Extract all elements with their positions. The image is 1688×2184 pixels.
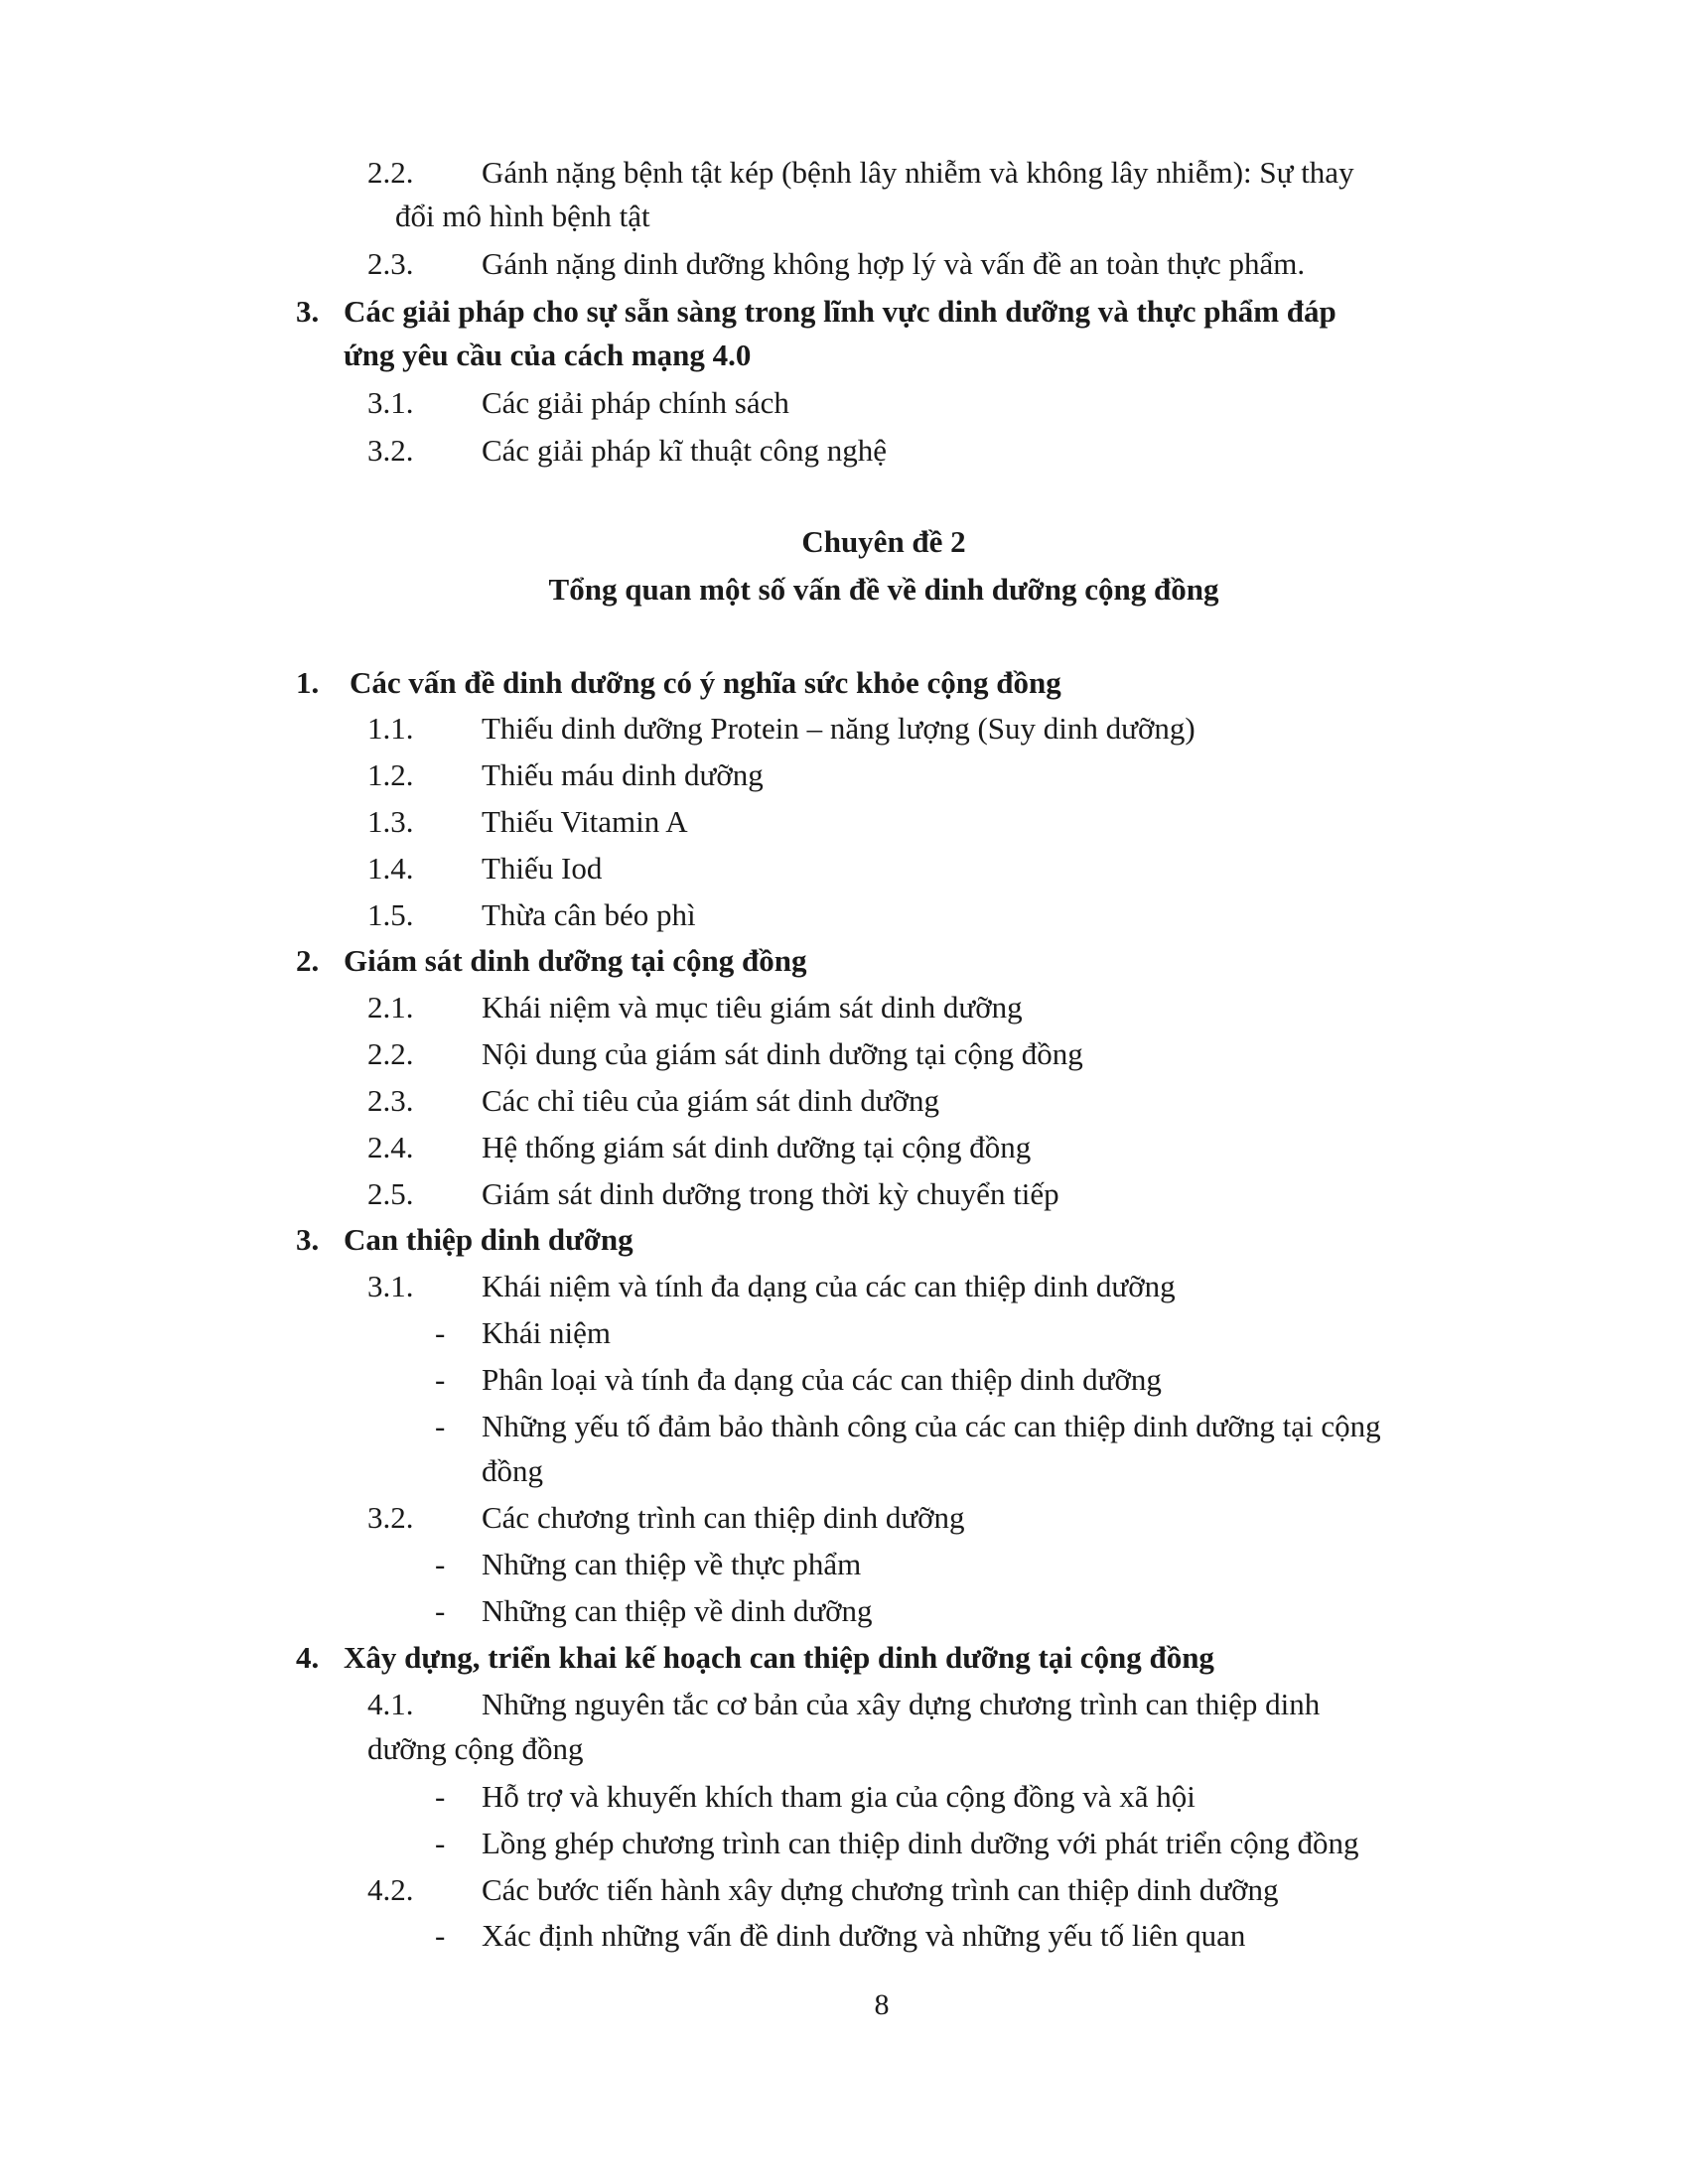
topic-title: Tổng quan một số vấn đề về dinh dưỡng cộng đồng — [548, 572, 1219, 607]
bullet-text: Hỗ trợ và khuyến khích tham gia của cộng đồng và xã hội — [482, 1779, 1196, 1814]
item-text: Các chỉ tiêu của giám sát dinh dưỡng — [482, 1083, 940, 1118]
item-number: 1.2. — [367, 757, 414, 792]
bullet-dash: - — [435, 1409, 446, 1443]
bullet-dash: - — [435, 1315, 446, 1350]
item-text: Thiếu máu dinh dưỡng — [482, 757, 764, 792]
item-text: Hệ thống giám sát dinh dưỡng tại cộng đồng — [482, 1130, 1032, 1164]
item-number: 3.1. — [367, 385, 414, 420]
section-text: Các giải pháp cho sự sẵn sàng trong lĩnh vực dinh dưỡng và thực phẩm đáp — [344, 294, 1336, 329]
section-text: Xây dựng, triển khai kế hoạch can thiệp dinh dưỡng tại cộng đồng — [344, 1640, 1214, 1675]
bullet-dash: - — [435, 1362, 446, 1397]
item-number: 1.1. — [367, 711, 414, 746]
section-number: 3. — [296, 1222, 320, 1257]
item-text: Nội dung của giám sát dinh dưỡng tại cộng đồng — [482, 1036, 1083, 1071]
bullet-dash: - — [435, 1918, 446, 1953]
bullet-dash: - — [435, 1547, 446, 1581]
page-number: 8 — [874, 1988, 890, 2021]
section-text: Can thiệp dinh dưỡng — [344, 1222, 633, 1257]
item-text: Thiếu Iod — [482, 851, 603, 886]
item-text: Các giải pháp kĩ thuật công nghệ — [482, 433, 888, 468]
item-text: Khái niệm và tính đa dạng của các can thiệp dinh dưỡng — [482, 1269, 1176, 1303]
item-number: 2.4. — [367, 1130, 414, 1164]
item-number: 2.1. — [367, 990, 414, 1024]
item-text: Gánh nặng bệnh tật kép (bệnh lây nhiễm và không lây nhiễm): Sự thay — [482, 155, 1354, 190]
section-number: 1. — [296, 665, 320, 700]
topic-heading: Chuyên đề 2 — [801, 524, 966, 559]
item-text: Thiếu Vitamin A — [482, 804, 688, 839]
item-number: 4.1. — [367, 1687, 414, 1721]
item-number: 1.3. — [367, 804, 414, 839]
item-text: Thiếu dinh dưỡng Protein – năng lượng (Suy dinh dưỡng) — [482, 711, 1196, 746]
item-number: 2.2. — [367, 1036, 414, 1071]
item-text: Các giải pháp chính sách — [482, 385, 789, 420]
bullet-dash: - — [435, 1779, 446, 1814]
bullet-text: Xác định những vấn đề dinh dưỡng và những yếu tố liên quan — [482, 1918, 1246, 1953]
item-2-2-continuation: đổi mô hình bệnh tật — [395, 199, 650, 233]
item-number: 3.2. — [367, 433, 414, 468]
item-text: Thừa cân béo phì — [482, 897, 696, 932]
section-number: 3. — [296, 294, 320, 329]
bullet-text: Phân loại và tính đa dạng của các can thiệp dinh dưỡng — [482, 1362, 1162, 1397]
item-number: 3.1. — [367, 1269, 414, 1303]
bullet-text: Lồng ghép chương trình can thiệp dinh dưỡng với phát triển cộng đồng — [482, 1826, 1359, 1860]
item-4-1-continuation: dưỡng cộng đồng — [367, 1731, 584, 1766]
item-number: 2.2. — [367, 155, 414, 190]
item-text: Các bước tiến hành xây dựng chương trình can thiệp dinh dưỡng — [482, 1872, 1279, 1907]
item-text: Khái niệm và mục tiêu giám sát dinh dưỡng — [482, 990, 1023, 1024]
item-number: 2.5. — [367, 1176, 414, 1211]
item-number: 2.3. — [367, 246, 414, 281]
section-text: Các vấn đề dinh dưỡng có ý nghĩa sức khỏe cộng đồng — [350, 665, 1061, 700]
bullet-text: Những can thiệp về dinh dưỡng — [482, 1593, 873, 1628]
bullet-text-continuation: đồng — [482, 1453, 543, 1488]
section-number: 2. — [296, 943, 320, 978]
item-number: 1.4. — [367, 851, 414, 886]
item-number: 2.3. — [367, 1083, 414, 1118]
item-number: 1.5. — [367, 897, 414, 932]
section-3-heading-continuation: ứng yêu cầu của cách mạng 4.0 — [344, 338, 752, 372]
item-text: Các chương trình can thiệp dinh dưỡng — [482, 1500, 965, 1535]
item-number: 3.2. — [367, 1500, 414, 1535]
section-number: 4. — [296, 1640, 320, 1675]
item-text: Giám sát dinh dưỡng trong thời kỳ chuyển tiếp — [482, 1176, 1059, 1211]
bullet-dash: - — [435, 1826, 446, 1860]
item-text: Những nguyên tắc cơ bản của xây dựng chương trình can thiệp dinh — [482, 1687, 1321, 1721]
section-text: Giám sát dinh dưỡng tại cộng đồng — [344, 943, 807, 978]
bullet-text: Những can thiệp về thực phẩm — [482, 1547, 862, 1581]
item-text: Gánh nặng dinh dưỡng không hợp lý và vấn đề an toàn thực phẩm. — [482, 246, 1306, 281]
bullet-dash: - — [435, 1593, 446, 1628]
bullet-text: Khái niệm — [482, 1315, 611, 1350]
bullet-text: Những yếu tố đảm bảo thành công của các can thiệp dinh dưỡng tại cộng — [482, 1409, 1381, 1443]
item-number: 4.2. — [367, 1872, 414, 1907]
